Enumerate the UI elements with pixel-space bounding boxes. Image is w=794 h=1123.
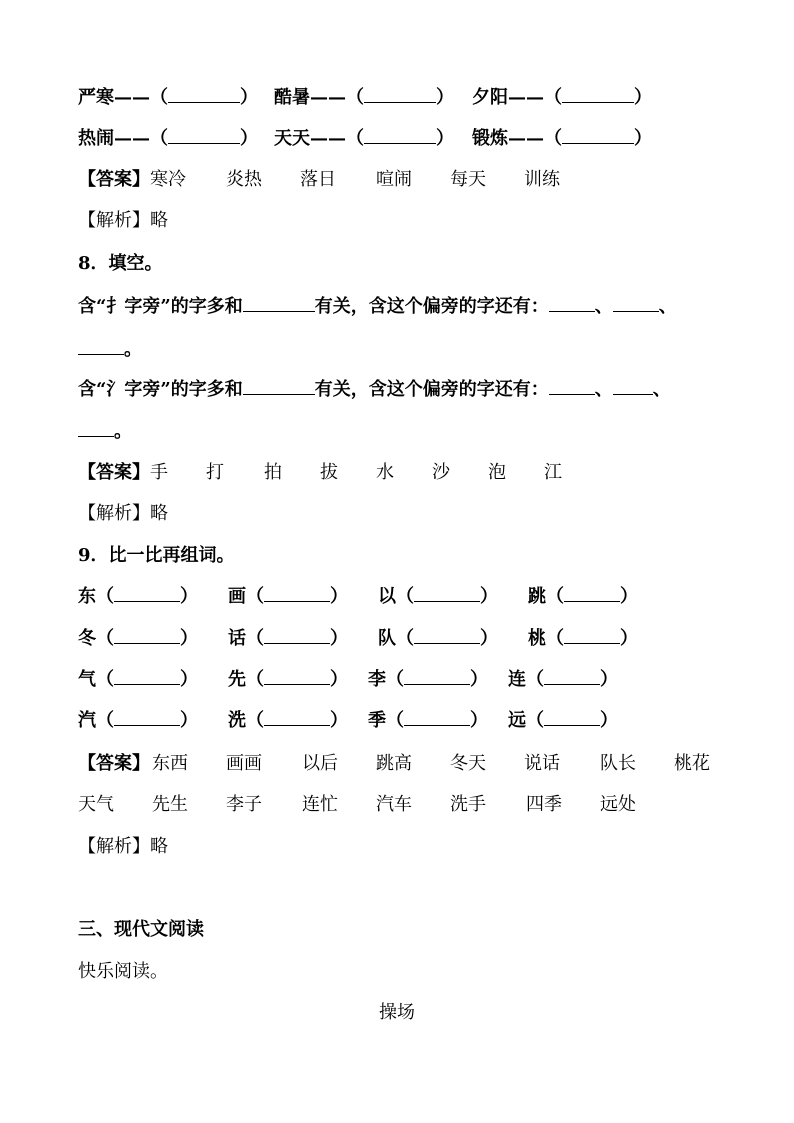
answer-word: 汽车 [376,794,412,815]
answer-word: 李子 [226,794,262,815]
answer-word: 洗手 [450,794,486,815]
answer-word: 天气 [78,794,114,815]
antonym-item: 天天——（ ） [274,128,454,149]
answer-word: 连忙 [302,794,338,815]
q9-item: 汽（ ） [78,710,198,731]
answer-word: 落日 [300,169,336,190]
q9-item: 季（ ） [368,710,488,731]
answer-word: 拍 [264,462,282,483]
q9-item: 冬（ ） [78,628,198,649]
section-heading: 三、现代文阅读 [78,919,204,940]
q9-title: 9．比一比再组词。 [78,545,235,566]
analysis-label: 【解析】 [78,210,150,231]
q8-title: 8．填空。 [78,253,163,274]
passage-title: 操场 [379,1002,415,1023]
answer-word: 说话 [524,753,560,774]
analysis-text: 略 [150,210,168,231]
answer-word: 训练 [524,169,560,190]
answer-word: 手 [150,462,168,483]
answer-word: 四季 [526,794,562,815]
q8-analysis [78,502,168,526]
answer-word: 以后 [302,753,338,774]
q9-item: 队（ ） [378,628,498,649]
answer-word: 东西 [152,753,188,774]
q9-item: 气（ ） [78,669,198,690]
q9-item: 话（ ） [228,628,348,649]
antonym-item: 严寒——（ ） [78,87,258,108]
q9-item: 先（ ） [228,669,348,690]
q9-item: 跳（ ） [528,586,638,607]
answer-word: 每天 [450,169,486,190]
q9-item: 以（ ） [378,586,498,607]
antonym-item: 热闹——（ ） [78,128,258,149]
answer-word: 泡 [488,462,506,483]
q9-item: 李（ ） [368,669,488,690]
q9-item: 画（ ） [228,586,348,607]
answer-word: 水 [376,462,394,483]
answer-word: 画画 [226,753,262,774]
answer-word: 江 [544,462,562,483]
q9-item: 洗（ ） [228,710,348,731]
q9-item: 桃（ ） [528,628,638,649]
answer-word: 拔 [320,462,338,483]
answer-word: 炎热 [226,169,262,190]
analysis-label: 【解析】 [78,836,150,857]
answer-word: 远处 [600,794,636,815]
answer-label: 【答案】 [78,462,150,483]
answer-word: 跳高 [376,753,412,774]
q8-line-1: 含“扌字旁”的字多和 有关，含这个偏旁的字还有： 、 、 [78,296,677,317]
q8-line-2: 含“氵字旁”的字多和 有关，含这个偏旁的字还有： 、 、 [78,379,671,400]
answer-word: 寒冷 [150,169,186,190]
antonym-item: 锻炼——（ ） [472,128,652,149]
antonym-item: 夕阳——（ ） [472,87,652,108]
q8-line-2-cont: 。 [78,420,132,444]
answer-word: 沙 [432,462,450,483]
section-instruction: 快乐阅读。 [78,961,168,982]
q8-line-1-cont: 。 [78,338,142,362]
q9-item: 东（ ） [78,586,198,607]
analysis-label: 【解析】 [78,503,150,524]
answer-label: 【答案】 [78,753,150,774]
q9-item: 连（ ） [508,669,618,690]
answer-label: 【答案】 [78,169,150,190]
analysis-text: 略 [150,503,168,524]
antonym-analysis [78,209,168,233]
q9-item: 远（ ） [508,710,618,731]
q9-analysis [78,835,168,859]
answer-word: 先生 [152,794,188,815]
answer-word: 冬天 [450,753,486,774]
analysis-text: 略 [150,836,168,857]
answer-word: 打 [206,462,224,483]
answer-word: 队长 [600,753,636,774]
antonym-item: 酷暑——（ ） [274,87,454,108]
answer-word: 桃花 [674,753,710,774]
answer-word: 喧闹 [376,169,412,190]
